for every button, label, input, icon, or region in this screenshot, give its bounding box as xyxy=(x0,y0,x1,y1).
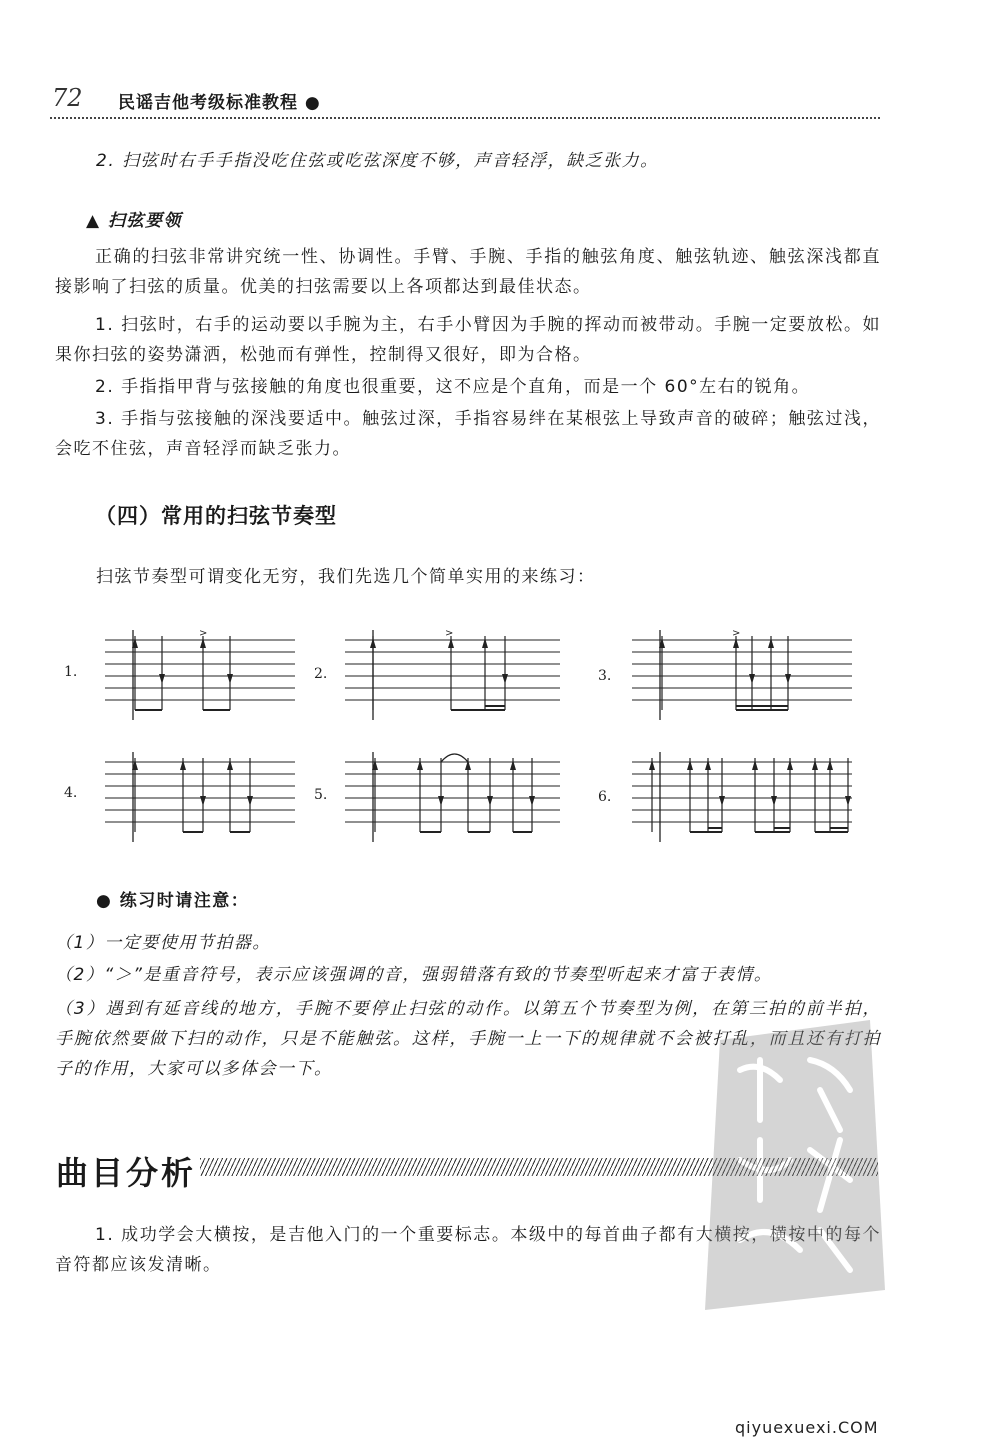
down-arrow xyxy=(749,674,755,684)
accent-mark: > xyxy=(445,630,454,639)
down-arrow xyxy=(719,796,725,806)
down-arrow xyxy=(845,796,851,806)
section-heading: （四）常用的扫弦节奏型 xyxy=(95,504,337,528)
key-points-heading: ▲ 扫弦要领 xyxy=(86,211,182,231)
notes-heading: ● 练习时请注意： xyxy=(96,891,250,911)
down-arrow xyxy=(529,796,535,806)
rhythm-pattern-4 xyxy=(105,752,295,842)
rhythm-pattern-5 xyxy=(345,752,560,842)
down-arrow xyxy=(247,796,253,806)
down-arrow xyxy=(438,796,444,806)
pattern-label-2: 2. xyxy=(314,666,328,682)
pattern-label-5: 5. xyxy=(314,787,328,803)
analysis-title: 曲目分析 xyxy=(56,1154,197,1192)
down-arrow xyxy=(785,674,791,684)
key-points-paragraph: 正确的扫弦非常讲究统一性、协调性。手臂、手腕、手指的触弦角度、触弦轨迹、触弦深浅都直接影响了扫弦的质量。优美的扫弦需要以上各项都达到最佳状态。 xyxy=(55,247,881,297)
intro-line: 2. 扫弦时右手手指没吃住弦或吃弦深度不够，声音轻浮，缺乏张力。 xyxy=(96,151,659,171)
note-1: （1）一定要使用节拍器。 xyxy=(55,933,271,953)
footer-site: qiyuexuexi.COM xyxy=(735,1418,879,1437)
pattern-label-3: 3. xyxy=(598,668,612,684)
down-arrow xyxy=(502,674,508,684)
pattern-label-6: 6. xyxy=(598,789,612,805)
down-arrow xyxy=(200,796,206,806)
analysis-paragraph: 1. 成功学会大横按，是吉他入门的一个重要标志。本级中的每首曲子都有大横按，横按中的每个音符都应该发清晰。 xyxy=(55,1225,881,1275)
accent-mark: > xyxy=(732,630,741,639)
page-number: 72 xyxy=(52,84,83,112)
rhythm-pattern-3 xyxy=(632,630,852,720)
tie xyxy=(441,754,468,762)
rhythm-pattern-1 xyxy=(105,630,295,720)
key-point-1: 1. 扫弦时，右手的运动要以手腕为主，右手小臂因为手腕的挥动而被带动。手腕一定要放松。如果你扫弦的姿势潇洒，松弛而有弹性，控制得又很好，即为合格。 xyxy=(55,315,881,365)
rhythm-pattern-6 xyxy=(632,752,852,842)
rhythm-pattern-2 xyxy=(345,630,560,720)
pattern-label-1: 1. xyxy=(64,664,78,680)
down-arrow xyxy=(487,796,493,806)
watermark-seal xyxy=(700,1020,890,1310)
note-2: （2）“＞”是重音符号，表示应该强调的音，强弱错落有致的节奏型听起来才富于表情。 xyxy=(55,965,773,985)
down-arrow xyxy=(771,796,777,806)
running-title: 民谣吉他考级标准教程 ● xyxy=(118,93,321,113)
accent-mark: > xyxy=(199,630,208,639)
note-3: （3）遇到有延音线的地方，手腕不要停止扫弦的动作。以第五个节奏型为例，在第三拍的前半拍，手腕依然要做下扫的动作，只是不能触弦。这样，手腕一上一下的规律就不会被打乱，而且还有打拍子的作用，大家可以多体会一下。 xyxy=(55,999,881,1079)
key-point-3: 3. 手指与弦接触的深浅要适中。触弦过深，手指容易绊在某根弦上导致声音的破碎；触弦过浅，会吃不住弦，声音轻浮而缺乏张力。 xyxy=(55,409,881,459)
pattern-label-4: 4. xyxy=(64,785,78,801)
section-intro: 扫弦节奏型可谓变化无穷，我们先选几个简单实用的来练习： xyxy=(96,567,596,587)
header-divider xyxy=(50,117,880,119)
down-arrow xyxy=(159,674,165,684)
key-point-2: 2. 手指指甲背与弦接触的角度也很重要，这不应是个直角，而是一个 60°左右的锐角。 xyxy=(95,377,811,397)
down-arrow xyxy=(227,674,233,684)
